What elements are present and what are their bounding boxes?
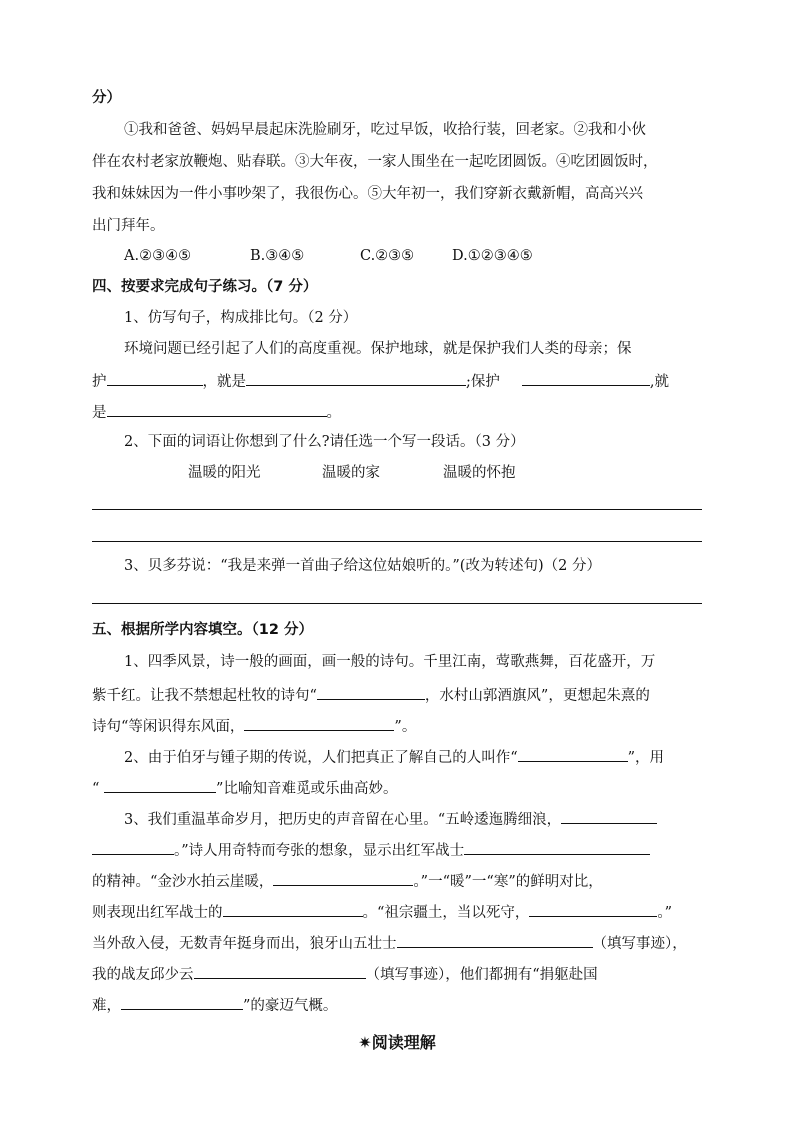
blank-11[interactable] bbox=[464, 838, 650, 855]
s4-q1-fill-line-1 bbox=[92, 369, 669, 392]
blank-9[interactable] bbox=[561, 807, 657, 824]
s3-passage-line-4: 出门拜年。 bbox=[92, 218, 165, 234]
blank-1[interactable] bbox=[107, 369, 203, 386]
s5-q2-line-2: “ ”比喻知音难觅或乐曲高妙。 bbox=[92, 776, 397, 799]
blank-14[interactable] bbox=[529, 900, 657, 917]
blank-17[interactable] bbox=[121, 993, 243, 1010]
blank-10[interactable] bbox=[92, 838, 174, 855]
s4-q1-fill-line-2 bbox=[92, 400, 341, 423]
s4-q3: 3、贝多芬说：“我是来弹一首曲子给这位姑娘听的。”(改为转述句)（2 分） bbox=[124, 558, 601, 574]
section-5-heading: 五、根据所学内容填空。（12 分） bbox=[92, 622, 313, 638]
blank-3[interactable] bbox=[522, 369, 650, 386]
blank-7[interactable] bbox=[518, 745, 628, 762]
s4-q1: 1、仿写句子，构成排比句。（2 分） bbox=[124, 310, 358, 326]
s5-q3-line-5: 当外敌入侵，无数青年挺身而出，狼牙山五壮士 （填写事迹）， bbox=[92, 931, 687, 954]
blank-2[interactable] bbox=[246, 369, 466, 386]
word-is-2: 是 bbox=[92, 405, 107, 421]
word-option-1: 温暖的阳光 bbox=[188, 465, 261, 481]
s5-q1-line-1: 1、四季风景，诗一般的画面，画一般的诗句。千里江南，莺歌燕舞，百花盛开，万 bbox=[124, 654, 656, 670]
blank-15[interactable] bbox=[397, 931, 593, 948]
s5-q2-line-1: 2、由于伯牙与锺子期的传说，人们把真正了解自己的人叫作“ ”，用 bbox=[124, 745, 664, 768]
answer-line-1[interactable] bbox=[92, 509, 702, 510]
section-3-tail: 分） bbox=[92, 90, 121, 106]
blank-13[interactable] bbox=[223, 900, 363, 917]
blank-12[interactable] bbox=[273, 869, 413, 886]
s5-q1-line-3: 诗句“等闲识得东风面， ”。 bbox=[92, 714, 416, 737]
reading-title: ✷阅读理解 bbox=[358, 1033, 436, 1052]
answer-line-2[interactable] bbox=[92, 541, 702, 542]
word-option-2: 温暖的家 bbox=[322, 465, 380, 481]
period: 。 bbox=[326, 405, 341, 421]
section-4-heading: 四、按要求完成句子练习。（7 分） bbox=[92, 279, 318, 295]
word-protect: 护 bbox=[92, 374, 107, 390]
option-b: B.③④⑤ bbox=[250, 248, 305, 264]
blank-4[interactable] bbox=[107, 400, 327, 417]
word-comma-is: ,就 bbox=[649, 374, 669, 390]
s5-q3-line-4: 则表现出红军战士的 。“祖宗疆土，当以死守， 。” bbox=[92, 900, 672, 923]
option-c: C.②③⑤ bbox=[360, 248, 415, 264]
s5-q3-line-3: 的精神。“金沙水拍云崖暖， 。”一“暖”一“寒”的鲜明对比， bbox=[92, 869, 603, 892]
blank-16[interactable] bbox=[194, 962, 366, 979]
blank-5[interactable] bbox=[317, 683, 425, 700]
star-icon: ✷ bbox=[358, 1033, 372, 1052]
word-is: ，就是 bbox=[202, 374, 246, 390]
word-semi-protect: ;保护 bbox=[466, 374, 500, 390]
option-d: D.①②③④⑤ bbox=[452, 248, 533, 264]
s5-q3-line-1: 3、我们重温革命岁月，把历史的声音留在心里。“五岭逶迤腾细浪， bbox=[124, 807, 657, 830]
blank-6[interactable] bbox=[244, 714, 394, 731]
s3-passage-line-3: 我和妹妹因为一件小事吵架了，我很伤心。⑤大年初一，我们穿新衣戴新帽，高高兴兴 bbox=[92, 186, 643, 202]
s5-q3-line-2: 。”诗人用奇特而夸张的想象，显示出红军战士 bbox=[92, 838, 650, 861]
option-a: A.②③④⑤ bbox=[124, 248, 192, 264]
s4-q1-text-line-1: 环境问题已经引起了人们的高度重视。保护地球，就是保护我们人类的母亲；保 bbox=[124, 341, 632, 357]
blank-8[interactable] bbox=[104, 776, 216, 793]
s5-q1-line-2: 紫千红。让我不禁想起杜牧的诗句“ ，水村山郭酒旗风”，更想起朱熹的 bbox=[92, 683, 650, 706]
s5-q3-line-7: 难， ”的豪迈气概。 bbox=[92, 993, 337, 1016]
s3-passage-line-1: ①我和爸爸、妈妈早晨起床洗脸刷牙，吃过早饭，收拾行装，回老家。②我和小伙 bbox=[124, 122, 646, 138]
s4-q2: 2、下面的词语让你想到了什么?请任选一个写一段话。（3 分） bbox=[124, 434, 525, 450]
s3-passage-line-2: 伴在农村老家放鞭炮、贴春联。③大年夜，一家人围坐在一起吃团圆饭。④吃团圆饭时， bbox=[92, 154, 658, 170]
word-option-3: 温暖的怀抱 bbox=[443, 465, 516, 481]
s5-q3-line-6: 我的战友邱少云 （填写事迹），他们都拥有“捐躯赴国 bbox=[92, 962, 598, 985]
answer-line-3[interactable] bbox=[92, 603, 702, 604]
